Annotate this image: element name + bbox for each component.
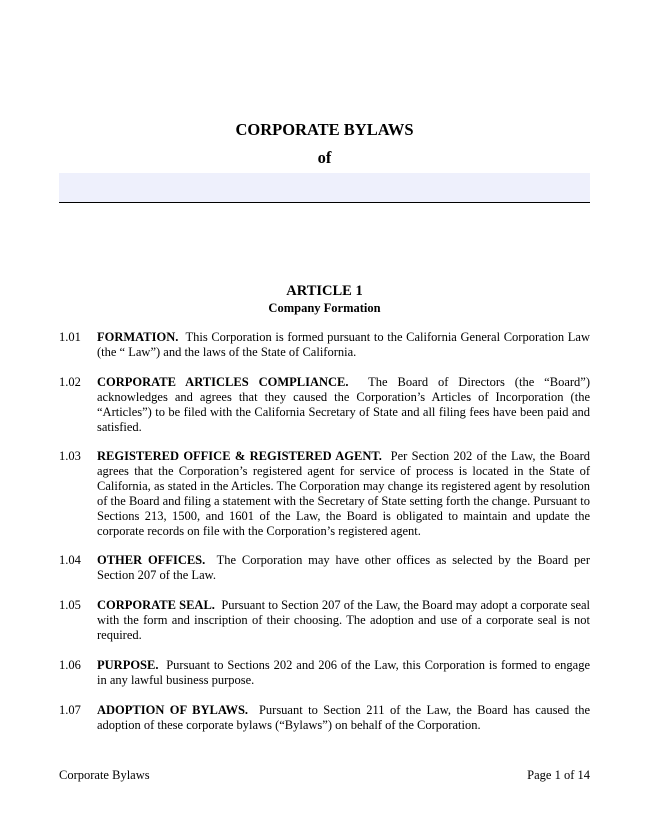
section-heading: CORPORATE ARTICLES COMPLIANCE. [97,375,349,389]
section-text: This Corporation is formed pursuant to the California General Corporation Law (the “ Law”) and the laws of the State of California. [97,330,590,359]
section-text: The Corporation may have other offices as selected by the Board per Section 207 of the Law. [97,553,590,582]
corporation-name-field[interactable] [59,173,590,203]
section-number: 1.05 [59,598,81,612]
footer-page-number: Page 1 of 14 [527,768,590,782]
document-of: of [317,148,332,167]
section-text: The Board of Directors (the “Board”) acknowledges and agrees that they caused the Corporation’s Articles of Incorporation (the “Articles”) to be filed with the California Secretary of State and all filing fees have been paid and satisfied. [97,375,590,434]
section-text: Pursuant to Sections 202 and 206 of the Law, this Corporation is formed to engage in any lawful business purpose. [97,658,591,687]
section-1-01 [59,330,590,360]
document-title: CORPORATE BYLAWS [235,120,414,139]
article-title: ARTICLE 1 [286,283,363,299]
section-1-03 [59,449,590,539]
section-number: 1.04 [59,553,81,567]
section-heading: OTHER OFFICES. [97,553,206,567]
section-number: 1.02 [59,375,81,389]
section-heading: ADOPTION OF BYLAWS. [97,703,249,717]
section-number: 1.07 [59,703,81,717]
section-1-02 [59,375,590,435]
section-text: Per Section 202 of the Law, the Board agrees that the Corporation’s registered agent for service of process is located in the State of California, as stated in the Articles. The Corporation may change its registered agent by resolution of the Board and filing a statement with the Secretary of State setting forth the change. Pursuant to Sections 213, 1500, and 1601 of the Law, the Board is obligated to maintain and update the corporate records on file with the Corporation’s registered agent. [97,449,591,538]
section-text: Pursuant to Section 211 of the Law, the Board has caused the adoption of these corporate bylaws (“Bylaws”) on behalf of the Corporation. [97,703,590,732]
section-heading: REGISTERED OFFICE & REGISTERED AGENT. [97,449,382,463]
section-number: 1.06 [59,658,81,672]
section-heading: CORPORATE SEAL. [97,598,215,612]
footer-title: Corporate Bylaws [59,768,150,782]
section-heading: FORMATION. [97,330,179,344]
section-number: 1.03 [59,449,81,463]
section-1-07 [59,703,590,733]
section-heading: PURPOSE. [97,658,159,672]
section-1-05 [59,598,590,643]
section-number: 1.01 [59,330,81,344]
section-text: Pursuant to Section 207 of the Law, the Board may adopt a corporate seal with the form and inscription of their choosing. The adoption and use of a corporate seal is not required. [97,598,591,642]
article-subtitle: Company Formation [268,301,381,315]
section-1-06 [59,658,590,688]
section-1-04 [59,553,590,583]
